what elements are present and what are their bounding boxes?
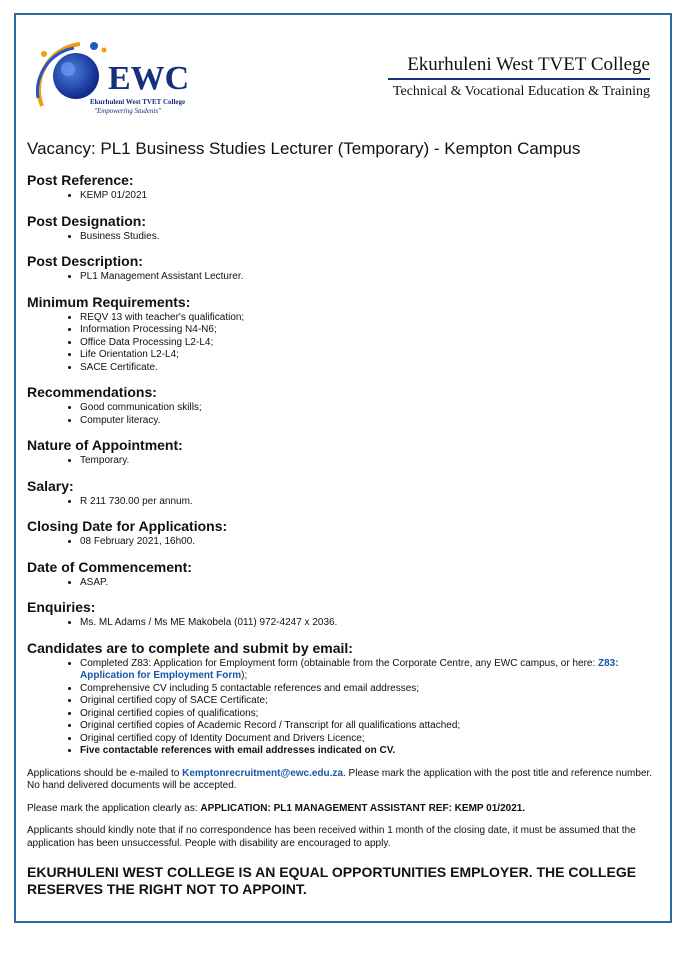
list-item: • KEMP 01/2021 <box>80 190 667 203</box>
section-heading: Salary: <box>27 477 74 494</box>
section-closing-date <box>27 518 667 549</box>
list-item: • Original certified copies of qualifications; <box>80 708 667 721</box>
section-salary <box>27 478 667 509</box>
section-date-of-commencement <box>27 559 667 590</box>
section-minimum-requirements <box>27 294 667 375</box>
list-item: • SACE Certificate. <box>80 362 667 375</box>
list-item: • Ms. ML Adams / Ms ME Makobela (011) 972-4247 x 2036. <box>80 617 667 630</box>
section-post-description <box>27 253 667 284</box>
section-heading: Post Reference: <box>27 172 134 188</box>
list-item: • Office Data Processing L2-L4; <box>80 337 667 350</box>
recruitment-email-link[interactable]: Kemptonrecruitment@ewc.edu.za <box>182 767 343 779</box>
logo-tagline: "Empowering Students" <box>94 107 162 115</box>
list-item: • Completed Z83: Application for Employment form (obtainable from the Corporate Centre, any EWC campus, or here: Z83: Application for Employment Form); <box>80 658 667 683</box>
section-nature-of-appointment <box>27 437 667 468</box>
section-candidates <box>27 640 667 758</box>
list-item: • Business Studies. <box>80 231 667 244</box>
list-item: • Good communication skills; <box>80 402 667 415</box>
section-heading: Closing Date for Applications: <box>27 518 228 534</box>
list-item: • 08 February 2021, 16h00. <box>80 536 667 549</box>
list-item: • PL1 Management Assistant Lecturer. <box>80 271 667 284</box>
list-item: • Life Orientation L2-L4; <box>80 349 667 362</box>
logo-subtitle: Ekurhuleni West TVET College <box>90 98 186 106</box>
section-heading: Minimum Requirements: <box>27 293 191 310</box>
section-post-reference <box>27 172 667 203</box>
z83-form-link[interactable]: Z83: Application for Employment Form <box>80 657 619 681</box>
applicant-note: Applicants should kindly note that if no correspondence has been received within 1 month of the closing date, it must be assumed that the application has been unsuccessful. People with disability are encouraged to apply. <box>27 825 636 849</box>
email-instructions: Applications should be e-mailed to Kemptonrecruitment@ewc.edu.za. Please mark the application with the post title and reference number. No hand delivered documents will be accepted. <box>27 767 653 791</box>
college-name: Ekurhuleni West TVET College <box>407 54 650 75</box>
college-logo <box>32 36 192 122</box>
equal-opportunity-statement: EKURHULENI WEST COLLEGE IS AN EQUAL OPPORTUNITIES EMPLOYER. THE COLLEGE RESERVES THE RIGHT NOT TO APPOINT. <box>27 864 637 897</box>
list-item: • R 211 730.00 per annum. <box>80 496 667 509</box>
list-item: • Temporary. <box>80 455 667 468</box>
header-divider <box>388 78 650 80</box>
section-heading: Enquiries: <box>27 599 96 615</box>
list-item: • Comprehensive CV including 5 contactable references and email addresses; <box>80 683 667 696</box>
list-item: • Original certified copy of Identity Document and Drivers Licence; <box>80 733 667 746</box>
college-header <box>388 54 650 101</box>
vacancy-title: Vacancy: PL1 Business Studies Lecturer (Temporary) - Kempton Campus <box>27 139 581 158</box>
section-heading: Recommendations: <box>27 384 157 400</box>
list-item: • Original certified copies of Academic Record / Transcript for all qualifications attached; <box>80 720 667 733</box>
list-item: • ASAP. <box>80 577 667 590</box>
vacancy-content <box>27 138 667 898</box>
marking-instructions: Please mark the application clearly as: APPLICATION: PL1 MANAGEMENT ASSISTANT REF: KEMP 01/2021. <box>27 802 526 814</box>
list-item: • Original certified copy of SACE Certificate; <box>80 695 667 708</box>
logo-text: EWC <box>108 60 190 97</box>
college-tagline: Technical & Vocational Education & Training <box>392 84 650 99</box>
section-heading: Nature of Appointment: <box>27 437 183 453</box>
section-heading: Date of Commencement: <box>27 558 192 575</box>
section-post-designation <box>27 213 667 244</box>
section-heading: Post Description: <box>27 253 143 269</box>
section-recommendations <box>27 384 667 427</box>
list-item: • Computer literacy. <box>80 415 667 428</box>
section-heading: Post Designation: <box>27 212 147 229</box>
list-item: • Five contactable references with email addresses indicated on CV. <box>80 745 667 758</box>
list-item: • Information Processing N4-N6; <box>80 324 667 337</box>
section-enquiries <box>27 599 667 630</box>
section-heading: Candidates are to complete and submit by email: <box>27 639 353 656</box>
list-item: • REQV 13 with teacher's qualification; <box>80 312 667 325</box>
